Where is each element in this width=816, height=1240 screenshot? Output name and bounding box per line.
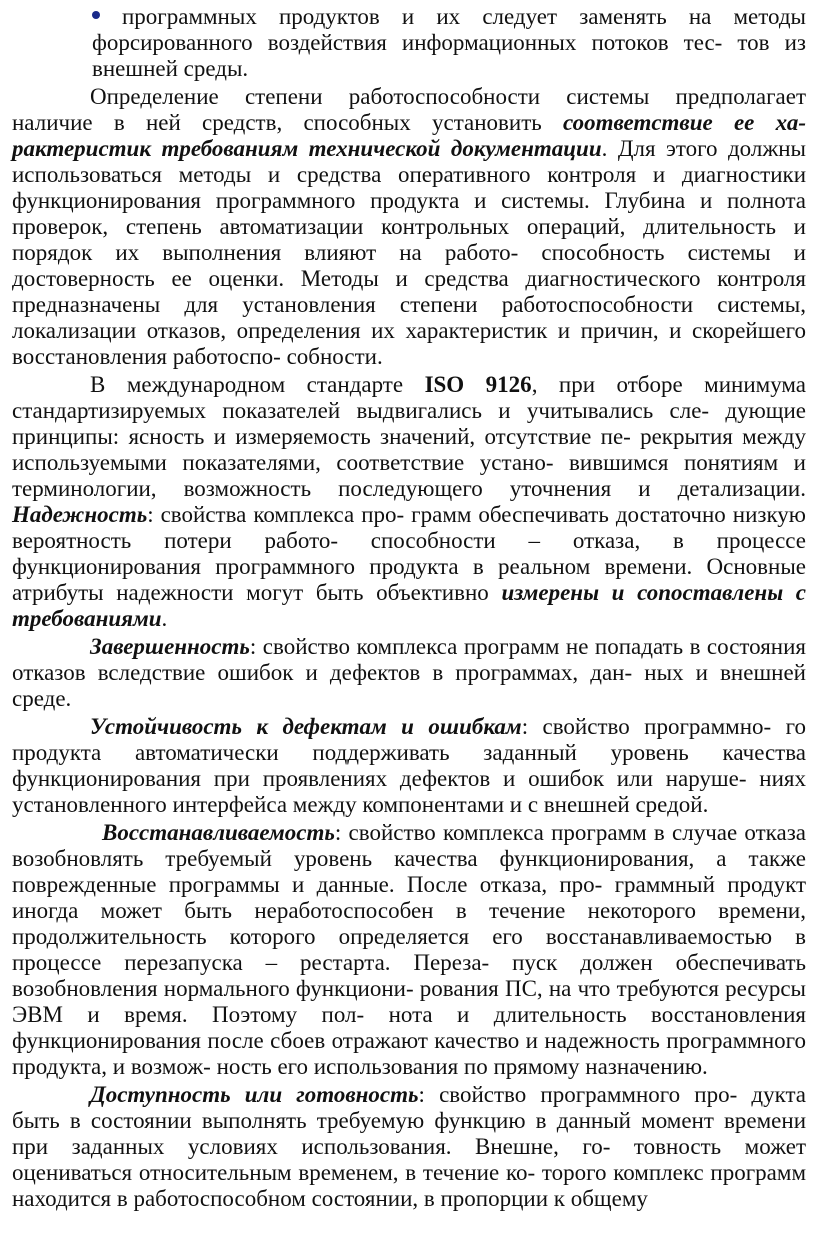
paragraph-text: , при отборе минимума стандартизируемых показателей выдвигались и учитывались сле- дующие принципы: ясность и измеряемость значений, отсутствие пе- рекрытия между используемыми показателями, соответствие устано- вившимся понятиям и терминологии, возможность последующего уточнения и детализации. [12, 372, 806, 501]
paragraph-operability [12, 84, 806, 370]
paragraph-text: : свойство комплекса программ не попадать в состояния отказов вследствие ошибок и дефектов в программах, дан- ных и внешней среде. [12, 634, 806, 711]
paragraph-fault-tolerance [12, 714, 806, 818]
term-reliability: Надежность [12, 502, 148, 527]
paragraph-bullet-continuation [12, 4, 806, 82]
emphasis-text: измерены и сопоставлены с требованиями [12, 580, 806, 631]
paragraph-text: В международном стандарте [90, 372, 425, 397]
paragraph-availability [12, 1082, 806, 1212]
paragraph-text: . [161, 606, 168, 631]
bullet-icon [92, 11, 100, 19]
emphasis-text: соответствие ее ха- рактеристик требованиям технической документации [12, 110, 806, 161]
term-fault-tolerance: Устойчивость к дефектам и ошибкам [90, 714, 522, 739]
paragraph-recoverability [12, 820, 806, 1080]
paragraph-text: Определение степени работоспособности системы предполагает наличие в ней средств, способных установить [12, 84, 806, 135]
term-completeness: Завершенность [90, 634, 250, 659]
paragraph-completeness [12, 634, 806, 712]
paragraph-text: : свойство комплекса программ в случае отказа возобновлять требуемый уровень качества функционирования, а также поврежденные программы и данные. После отказа, про- граммный продукт иногда может быть неработоспособен в течение некоторого времени, продолжительность которого определяется его восстанавливаемостью в процессе перезапуска – рестарта. Переза- пуск должен обеспечивать возобновления нормального функциони- рования ПС, на что требуются ресурсы ЭВМ и время. Поэтому пол- нота и длительность восстановления функционирования после сбоев отражают качество и надежность программного продукта, и возмож- ность его использования по прямому назначению. [12, 820, 806, 1079]
term-recoverability: Восстанавливаемость [102, 820, 335, 845]
paragraph-text: программных продуктов и их следует заменять на методы форсированного воздействия информационных потоков тес- тов из внешней среды. [92, 4, 806, 81]
standard-name: ISO 9126 [424, 372, 532, 397]
paragraph-text: : свойства комплекса про- грамм обеспечивать достаточно низкую вероятность потери работо- способности – отказа, в процессе функционирования программного продукта в реальном времени. Основные атрибуты надежности могут быть объективно [12, 502, 806, 605]
term-availability: Доступность или готовность [90, 1082, 419, 1107]
paragraph-text: : свойство программно- го продукта автоматически поддерживать заданный уровень качества функционирования при проявлениях дефектов и ошибок или наруше- ниях установленного интерфейса между компонентами и с внешней средой. [12, 714, 806, 817]
paragraph-text: . Для этого должны использоваться методы и средства оперативного контроля и диагностики функционирования программного продукта и системы. Глубина и полнота проверок, степень автоматизации контрольных операций, длительность и порядок их выполнения влияют на работо- способность системы и достоверность ее оценки. Методы и средства диагностического контроля предназначены для установления степени работоспособности системы, локализации отказов, определения их характеристик и причин, и скорейшего восстановления работоспо- собности. [12, 136, 806, 369]
paragraph-iso-standard [12, 372, 806, 632]
paragraph-text: : свойство программного про- дукта быть в состоянии выполнять требуемую функцию в данный момент времени при заданных условиях использования. Внешне, го- товность может оцениваться относительным временем, в течение ко- торого комплекс программ находится в работоспособном состоянии, в пропорции к общему [12, 1082, 806, 1211]
